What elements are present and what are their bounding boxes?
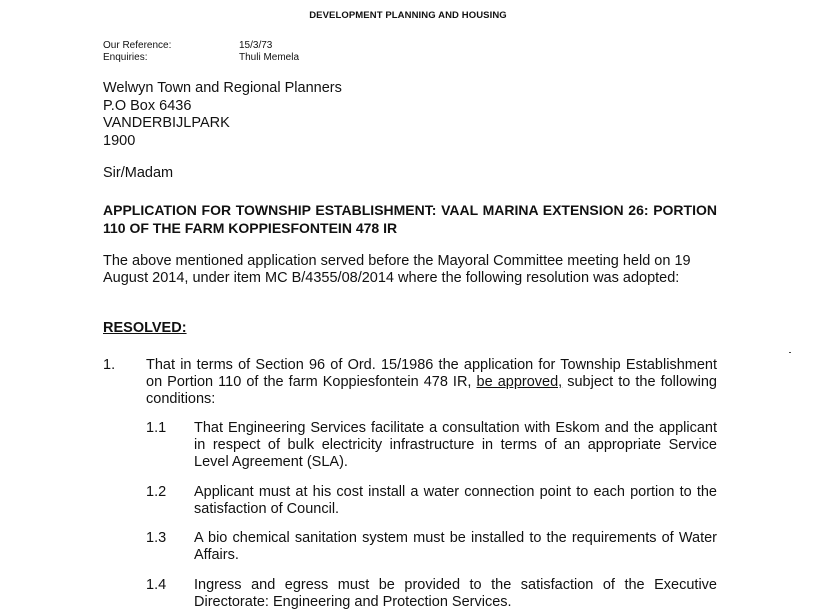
our-reference-row <box>103 40 299 52</box>
subject-heading: APPLICATION FOR TOWNSHIP ESTABLISHMENT: VAAL MARINA EXTENSION 26: PORTION 110 OF THE FARM KOPPIESFONTEIN 478 IR <box>103 202 717 236</box>
address-line-2: P.O Box 6436 <box>103 97 192 114</box>
condition-number: 1.3 <box>146 530 167 546</box>
item-number: 1. <box>103 357 116 373</box>
condition-number: 1.4 <box>146 577 167 593</box>
scan-speck <box>789 352 791 353</box>
condition-item <box>146 530 717 564</box>
department-heading: DEVELOPMENT PLANNING AND HOUSING <box>309 10 507 21</box>
our-reference-label: Our Reference: <box>103 40 172 51</box>
enquiries-label: Enquiries: <box>103 52 148 63</box>
address-line-4: 1900 <box>103 132 136 149</box>
condition-number: 1.1 <box>146 420 167 436</box>
condition-item <box>146 484 717 518</box>
condition-text: Ingress and egress must be provided to the satisfaction of the Executive Directorate: Engineering and Protection Services. <box>194 577 717 610</box>
item-text-approved: be approved, <box>476 374 563 390</box>
resolved-heading: RESOLVED: <box>103 320 187 336</box>
address-line-1: Welwyn Town and Regional Planners <box>103 80 342 96</box>
resolution-item-1 <box>103 357 717 408</box>
recipient-address <box>103 80 342 150</box>
condition-text: A bio chemical sanitation system must be installed to the requirements of Water Affairs. <box>194 530 717 563</box>
salutation: Sir/Madam <box>103 165 174 181</box>
enquiries-row <box>103 52 299 64</box>
our-reference-value: 15/3/73 <box>239 40 273 51</box>
intro-paragraph: The above mentioned application served before the Mayoral Committee meeting held on 19 August 2014, under item MC B/4355/08/2014 where the following resolution was adopted: <box>103 253 691 286</box>
condition-item <box>146 577 717 611</box>
condition-text: That Engineering Services facilitate a consultation with Eskom and the applicant in respect of bulk electricity infrastructure in terms of an appropriate Service Level Agreement (SLA). <box>194 420 717 470</box>
item-text-before: That in terms of Section 96 of Ord. 15/1986 the application for Township Establishment on Portion 110 of the farm Koppiesfontein 478 IR, <box>146 357 717 390</box>
address-line-3: VANDERBIJLPARK <box>103 115 230 131</box>
condition-item <box>146 420 717 471</box>
item-text-after: subject to the following conditions: <box>146 374 717 407</box>
reference-block <box>103 40 299 64</box>
enquiries-value: Thuli Memela <box>239 52 300 63</box>
condition-text: Applicant must at his cost install a water connection point to each portion to the satisfaction of Council. <box>194 484 717 517</box>
item-text <box>146 357 717 408</box>
condition-number: 1.2 <box>146 484 167 500</box>
